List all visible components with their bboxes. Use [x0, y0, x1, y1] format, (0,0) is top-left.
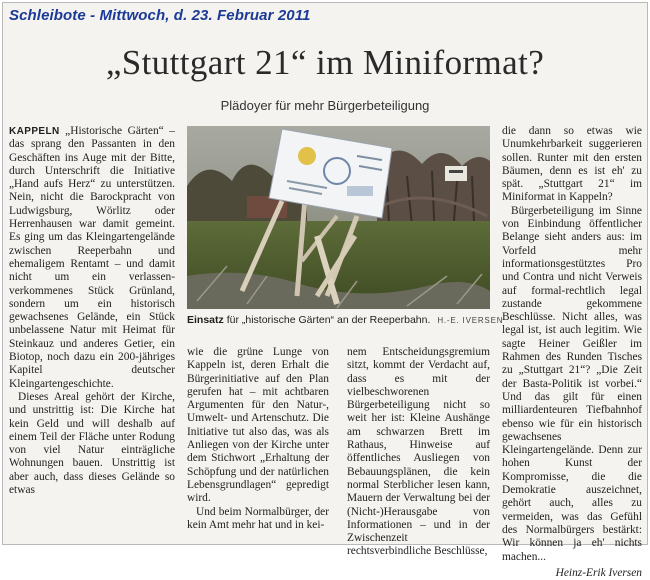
article-column-4 [502, 125, 642, 579]
caption-text: für „historische Gärten“ an der Reeperbahn. [226, 314, 431, 326]
article-column-2 [187, 346, 329, 539]
paragraph: Bürgerbeteiligung im Sinne von Einbindung öffentlicher Belange sieht anders aus: im Vorfeld mehr informationsgestütztes Pro und Contra und nicht Verweis auf formal-rechtlich legal zustande gekommene Beschlüsse. Nicht alles, was legal ist, ist auch legitim. Wie sagte Heiner Geißler im Rahmen des Runden Tisches zu „Stuttgart 21“? „Die Zeit der Basta-Politik ist vorbei.“ Und das gilt für einen milliardenteuren Tiefbahnhof ebenso wie für ein historisch gewachsenes Kleingartengelände. Denn zur hohen Kunst der Kompromisse, die die Demokratie auszeichnet, gehört auch, alles zu vermeiden, was das Gefühl des Normalbürgers bestärkt: Wir können ja eh' nichts machen... [502, 204, 642, 563]
masthead: Schleibote - Mittwoch, d. 23. Februar 2011 [9, 7, 311, 24]
paragraph: die dann so etwas wie Unumkehrbarkeit suggerieren sollen. Runter mit den ersten Bäumen, denn es ist eh' zu spät. „Stuttgart 21“ im Miniformat in Kappeln? [502, 125, 642, 204]
author-byline: Heinz-Erik Iversen [555, 566, 642, 579]
paragraph: Dieses Areal gehört der Kirche, und unstrittig ist: Die Kirche hat kein Geld und will deshalb auf einem Teil der Fläche unter Rodung von viel Natur einträgliche Wohnungen bauen. Unstrittig ist aber auch, dass dieses Gelände so etwas [9, 390, 175, 497]
paragraph-text: „Historische Gärten“ – das sprang den Passanten in den Geschäften ins Auge mit der Bitte, durch Unterschrift die Initiative „Hand aufs Herz“ zu unterstützen. Nein, nicht die Barockpracht von Ludwigsburg, Wörlitz oder Herrenhausen war damit gemeint. Es ging um das Kleingartengelände zwischen Reeperbahn und ehemaligem Rentamt – und damit nicht um ein verlassen-verkommenes Stück Grünland, sondern um ein historisch gewachsenes Gelände, ein Stück unbelassene Natur mit Heimat für Steinkauz und anderes Getier, ein Biotop, noch dazu ein 200-jähriges Kapitel deutscher Kleingartengeschichte. [9, 125, 175, 390]
article-column-3 [347, 346, 490, 558]
newspaper-clipping [2, 2, 648, 579]
article-photo [187, 126, 490, 309]
paragraph: Und beim Normalbürger, der kein Amt mehr hat und in kei- [187, 505, 329, 531]
dateline: KAPPELN [9, 126, 60, 137]
photo-caption [187, 314, 504, 326]
paragraph [9, 125, 175, 391]
paragraph: nem Entscheidungsgremium sitzt, kommt der Verdacht auf, dass es mit der vielbeschworenen Bürgerbeteiligung nicht so weit her ist: Kleine Aushänge am schwarzen Brett im Rathaus, Hinweise auf öffentliches Ausliegen von Bebauungsplänen, die kein normal Sterblicher lesen kann, Mauern der Verwaltung bei der (Nicht-)Herausgabe von Informationen – und in der Zwischenzeit rechtsverbindliche Beschlüsse, [347, 346, 490, 558]
caption-lead: Einsatz [187, 314, 224, 326]
headline: „Stuttgart 21“ im Miniformat? [105, 43, 545, 82]
protest-sign-photo [187, 126, 490, 309]
paragraph: wie die grüne Lunge von Kappeln ist, deren Erhalt die Bürgerinitiative auf den Plan gerufen hat – mit achtbaren Argumenten für den Natur-, Umwelt- und Artenschutz. Die Initiative tut also das, was als Anliegen von der Kirche unter dem Stichwort „Erhaltung der Schöpfung und der natürlichen Lebensgrundlagen“ gepredigt wird. [187, 346, 329, 505]
article-column-1 [9, 125, 175, 539]
photo-credit: H.-E. IVERSEN [437, 316, 504, 325]
subheadline: Plädoyer für mehr Bürgerbeteiligung [220, 98, 430, 113]
